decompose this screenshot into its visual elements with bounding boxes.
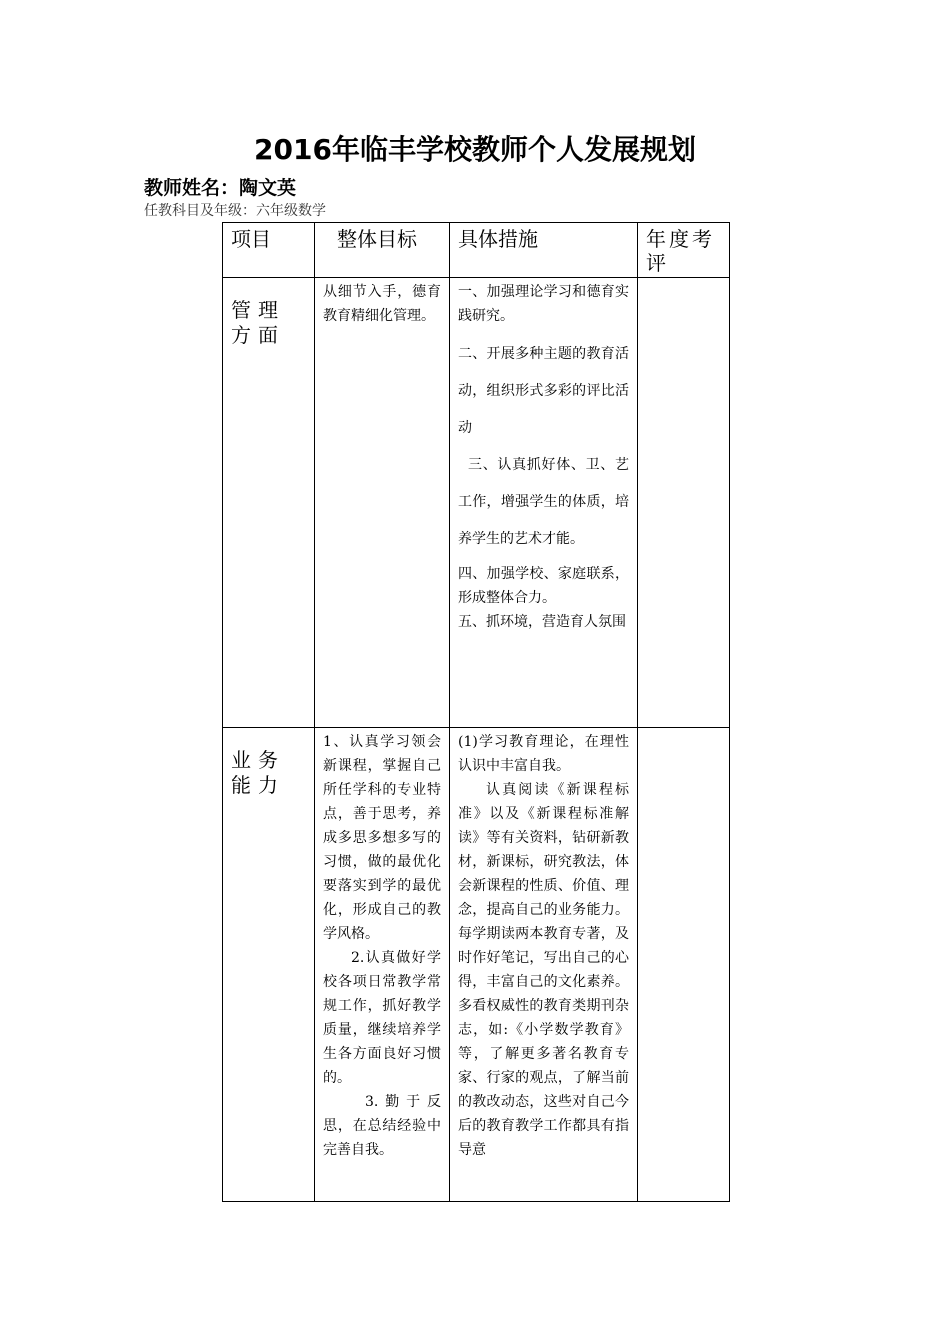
table-row	[223, 278, 730, 728]
header-goal-label: 整体目标	[337, 227, 417, 251]
goal-item: 3.勤于反思，在总结经验中完善自我。	[323, 1094, 441, 1158]
header-review	[638, 223, 730, 278]
review-text	[638, 278, 729, 284]
header-measures	[450, 223, 638, 278]
measure-item: 五、抓环境，营造育人氛围	[458, 614, 626, 630]
item-cell	[223, 728, 315, 1202]
measure-item: 四、加强学校、家庭联系，形成整体合力。	[458, 566, 629, 606]
goal-item: 1、认真学习领会新课程，掌握自己所任学科的专业特点，善于思考，养成多思多想多写的习惯，做的最优化要落实到学的最优化，形成自己的教学风格。	[323, 734, 441, 942]
goal-cell	[315, 728, 450, 1202]
teacher-name: 教师姓名：陶文英	[144, 177, 297, 199]
goal-item: 2.认真做好学校各项日常教学常规工作，抓好教学质量，继续培养学生各方面良好习惯的。	[323, 950, 441, 1086]
header-item-label: 项目	[231, 227, 271, 251]
review-cell	[638, 278, 730, 728]
item-cell	[223, 278, 315, 728]
item-label: 业务能力	[231, 748, 285, 797]
measure-item: (1)学习教育理论，在理性认识中丰富自我。	[458, 734, 629, 774]
header-review-label: 年度考评	[646, 227, 715, 275]
measure-item: 二、开展多种主题的教育活动，组织形式多彩的评比活动	[458, 346, 629, 436]
measures-cell	[450, 728, 638, 1202]
item-label: 管理方面	[231, 298, 285, 347]
review-cell	[638, 728, 730, 1202]
header-item	[223, 223, 315, 278]
development-plan-table	[222, 222, 730, 1202]
document-title: 2016年临丰学校教师个人发展规划	[254, 133, 696, 166]
goal-cell	[315, 278, 450, 728]
header-measures-label: 具体措施	[458, 227, 538, 251]
review-text	[638, 728, 729, 734]
table-row	[223, 728, 730, 1202]
table-header-row	[223, 223, 730, 278]
subject-grade: 任教科目及年级：六年级数学	[144, 203, 326, 219]
measure-item: 认真阅读《新课程标准》以及《新课程标准解读》等有关资料，钻研新教材，新课标，研究教法，体会新课程的性质、价值、理念，提高自己的业务能力。每学期读两本教育专著，及时作好笔记，写出自己的心得，丰富自己的文化素养。多看权威性的教育类期刊杂志，如:《小学数学教育》等，了解更多著名教育专家、行家的观点，了解当前的教改动态，这些对自己今后的教育教学工作都具有指导意	[458, 782, 629, 1158]
measures-cell	[450, 278, 638, 728]
measure-item: 三、认真抓好体、卫、艺工作，增强学生的体质，培养学生的艺术才能。	[458, 457, 629, 547]
goal-text: 从细节入手，德育教育精细化管理。	[323, 284, 441, 324]
measure-item: 一、加强理论学习和德育实践研究。	[458, 284, 629, 324]
header-goal	[315, 223, 450, 278]
